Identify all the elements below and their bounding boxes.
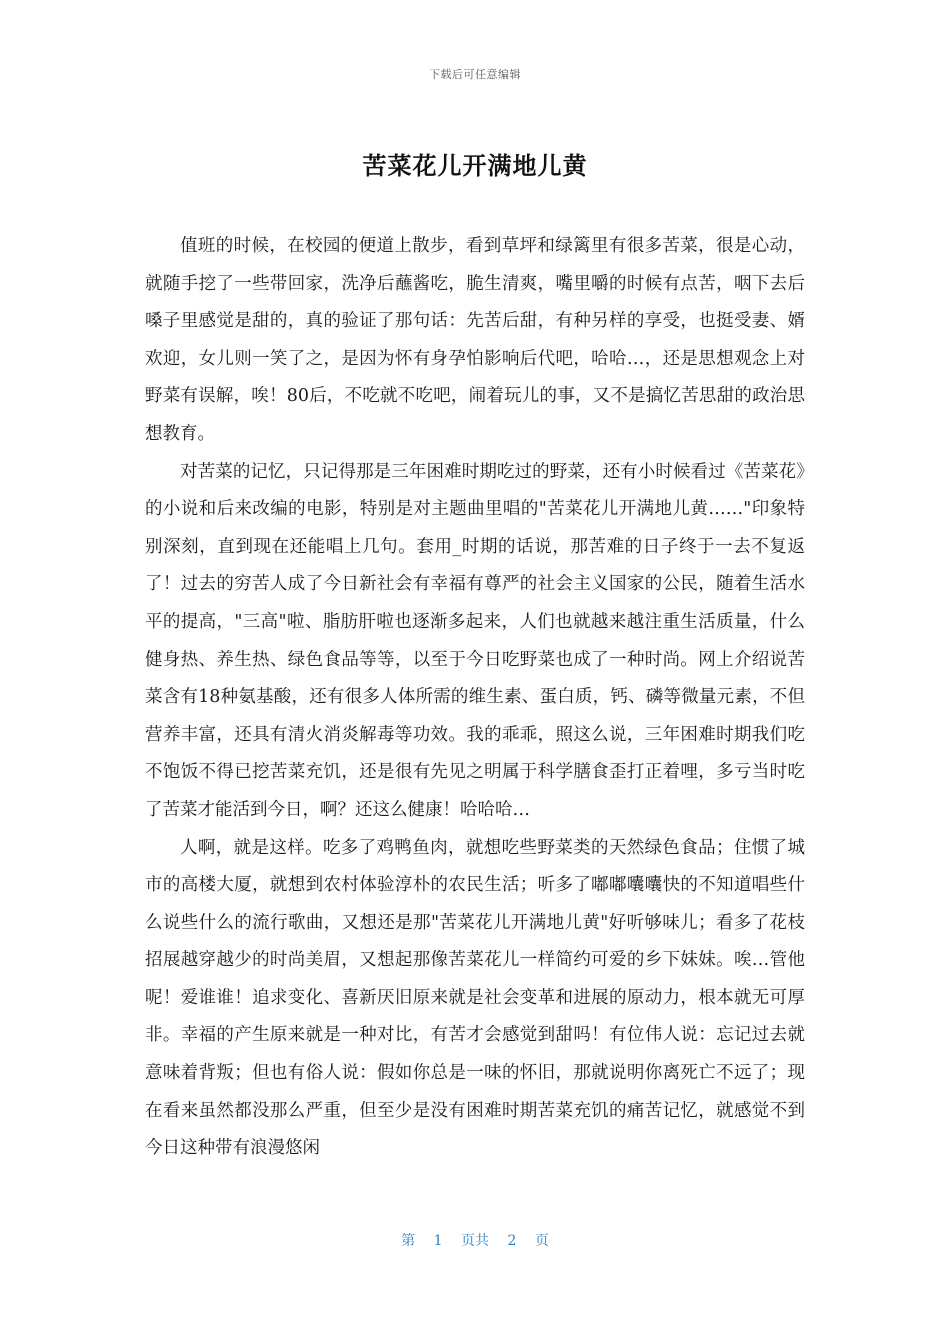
document-body (145, 228, 805, 1168)
document-title: 苦菜花儿开满地儿黄 (362, 152, 588, 180)
paragraph-3: 人啊，就是这样。吃多了鸡鸭鱼肉，就想吃些野菜类的天然绿色食品；住惯了城市的高楼大厦，就想到农村体验淳朴的农民生活；听多了嘟嘟囔囔快的不知道唱些什么说些什么的流行歌曲，又想还是那"苦菜花儿开满地儿黄"好听够味儿；看多了花枝招展越穿越少的时尚美眉，又想起那像苦菜花儿一样简约可爱的乡下妹妹。唉…管他呢！爱谁谁！追求变化、喜新厌旧原来就是社会变革和进展的原动力，根本就无可厚非。幸福的产生原来就是一种对比，有苦才会感觉到甜吗！有位伟人说：忘记过去就意味着背叛；但也有俗人说：假如你总是一味的怀旧，那就说明你离死亡不远了；现在看来虽然都没那么严重，但至少是没有困难时期苦菜充饥的痛苦记忆，就感觉不到今日这种带有浪漫悠闲 (145, 837, 805, 1159)
total-page-count: 2 (507, 1233, 517, 1249)
paragraph-1: 值班的时候，在校园的便道上散步，看到草坪和绿篱里有很多苦菜，很是心动，就随手挖了一些带回家，洗净后蘸酱吃，脆生清爽，嘴里嚼的时候有点苦，咽下去后嗓子里感觉是甜的，真的验证了那句话：先苦后甜，有种另样的享受，也挺受妻、婿欢迎，女儿则一笑了之，是因为怀有身孕怕影响后代吧，哈哈…，还是思想观念上对野菜有误解，唉！80后，不吃就不吃吧，闹着玩儿的事，又不是搞忆苦思甜的政治思想教育。 (145, 236, 805, 444)
page-label-suffix: 页 (534, 1233, 549, 1249)
page-label-middle: 页共 (461, 1233, 489, 1249)
header-note: 下载后可任意编辑 (429, 68, 521, 81)
current-page-number: 1 (433, 1233, 443, 1249)
page-number-footer (0, 1230, 950, 1250)
paragraph-2: 对苦菜的记忆，只记得那是三年困难时期吃过的野菜，还有小时候看过《苦菜花》的小说和后来改编的电影，特别是对主题曲里唱的"苦菜花儿开满地儿黄……"印象特别深刻，直到现在还能唱上几句。套用_时期的话说，那苦难的日子终于一去不复返了！过去的穷苦人成了今日新社会有幸福有尊严的社会主义国家的公民，随着生活水平的提高，"三高"啦、脂肪肝啦也逐渐多起来，人们也就越来越注重生活质量，什么健身热、养生热、绿色食品等等，以至于今日吃野菜也成了一种时尚。网上介绍说苦菜含有18种氨基酸，还有很多人体所需的维生素、蛋白质，钙、磷等微量元素，不但营养丰富，还具有清火消炎解毒等功效。我的乖乖，照这么说，三年困难时期我们吃不饱饭不得已挖苦菜充饥，还是很有先见之明属于科学膳食歪打正着哩，多亏当时吃了苦菜才能活到今日，啊？还这么健康！哈哈哈… (145, 461, 805, 820)
page-label-prefix: 第 (401, 1233, 416, 1249)
